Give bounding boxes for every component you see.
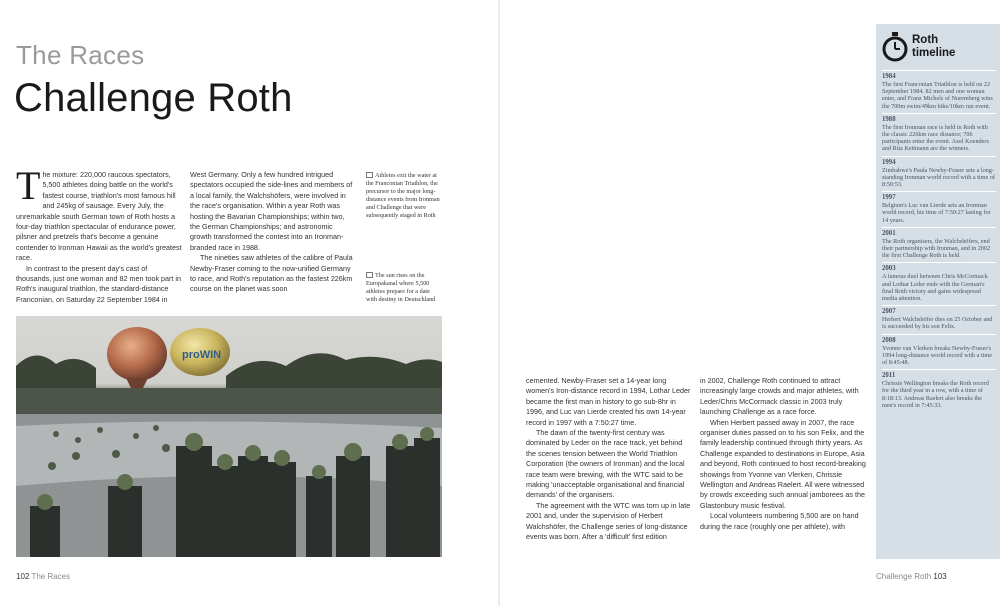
body-paragraph: The mixture: 220,000 raucous spectators, 5,500 athletes doing battle on the world's fastest course, triathlon's most famous hill and 245kg of sausage. Every July, the unremarkable south German town of Roth hosts a four-day triathlon spectacular of endurance power, pilsner and pretzels that's become a genuine contender to Ironman Hawaii as the world's greatest race. (16, 163, 182, 263)
timeline-year: 1994 (882, 158, 896, 166)
body-paragraph: Local volunteers numbering 5,500 are on hand during the race (roughly one per athlete), with (700, 511, 859, 531)
balloon-logo: proWIN (182, 349, 222, 361)
timeline-year: 1997 (882, 194, 896, 202)
timeline-year: 2007 (882, 308, 896, 316)
timeline-entry (882, 262, 996, 302)
body-paragraph: cemented. Newby-Fraser set a 14-year long women's Iron-distance record in 1994, Lothar Leder became the first man in history to go sub-8hr in 1996, and Luc van Lierde created his own 14-year record in 1997 with a 7:50:27 time. (526, 376, 691, 427)
sidebar-title: Roth timeline (912, 34, 956, 59)
timeline-text: The Roth organisers, the Walchshöfers, end their partnership with Ironman, and in 2002 the first Challenge Roth is held. (882, 237, 991, 260)
body-column-1 (16, 163, 184, 305)
page-number: 102 (16, 572, 30, 581)
folio-section: The Races (31, 572, 71, 581)
timeline-sidebar (876, 24, 1000, 559)
photo-caption: The sun rises on the Europakanal where 5,500 athletes prepare for a date with destiny in Deutschland (366, 272, 436, 303)
caption-arrow-icon (366, 172, 373, 178)
stopwatch-icon (882, 32, 908, 62)
body-paragraph: in 2002, Challenge Roth continued to attract increasingly large crowds and major athletes, with Leder/Chris McCormack classic in 2003 truly launching Challenge as a race force. (700, 376, 859, 417)
timeline-entry (882, 305, 996, 330)
timeline-text: A famous duel between Chris McCormack and Lothar Leder ends with the German's final Roth victory and gains widespread media attention. (882, 273, 988, 303)
body-paragraph: When Herbert passed away in 2007, the race organiser duties passed on to his son Felix, and the family leadership continued through thirty years. As Challenge expanded to destinations in Europe, Asia and beyond, Roth continued to host record-breaking showings from Yvonne van Vlerken, Chrissie Wellington and Andreas Raelert. All were witnessed by crowds exceeding such annual jamborees as the Glastonbury music festival. (700, 417, 866, 510)
page-title: Challenge Roth (14, 76, 293, 120)
drop-cap: T (16, 163, 41, 208)
folio-section: Challenge Roth (876, 572, 932, 581)
body-paragraph: The nineties saw athletes of the calibre of Paula Newby-Fraser coming to the now-unified Germany to race, and Roth's reputation as the fastest 226km course on the planet was soon (190, 253, 353, 294)
timeline-text: Belgium's Luc van Lierde sets an Ironman world record, his time of 7:50:27 lasting for 14 years. (882, 202, 991, 224)
lake-scene (16, 316, 442, 557)
body-paragraph: The agreement with the WTC was torn up in late 2001 and, under the supervision of Herbert Walchshöfer, the Challenge series of long-distance events was born. After a 'difficult' first edition (526, 500, 691, 542)
timeline-entry (882, 369, 996, 409)
timeline-text: Herbert Walchshöfer dies on 25 October and is succeeded by his son Felix. (882, 316, 993, 331)
timeline-year: 2008 (882, 336, 896, 344)
timeline-text: Yvonne van Vlerken breaks Newby-Fraser's 1994 long-distance world record with a time of 8:45:48. (882, 344, 992, 367)
timeline-entry (882, 70, 996, 110)
hot-air-balloon (107, 327, 167, 381)
timeline-entry (882, 227, 996, 260)
timeline-year: 2011 (882, 372, 896, 380)
timeline-list (882, 70, 996, 412)
lake-start-photo (16, 316, 442, 557)
timeline-year: 2003 (882, 265, 896, 273)
body-paragraph: West Germany. Only a few hundred intrigued spectators occupied the side-lines and members of a local family, the Walchshöfers, were involved in the race's organisation. Within a year Roth was hosting the Bavarian Championships; within two, the German Championships; and astronomic growth transformed the contest into an Ironman-branded race in 1988. (190, 170, 353, 252)
body-paragraph: The dawn of the twenty-first century was dominated by Leder on the race track, yet behind the scenes tension between the World Triathlon Corporation (the owners of Ironman) and the local race team were brewing, with the WTC said to be making 'unacceptable organisational and financial demands' of the organisers. (526, 428, 685, 500)
page-number: 103 (933, 572, 947, 581)
timeline-year: 1984 (882, 73, 896, 80)
right-folio (876, 572, 947, 581)
timeline-text: The first Ironman race is held in Roth with the classic 226km race distance; 706 participants enter the event. Axel Koenders and Rita Keitmann are the winners. (882, 123, 989, 153)
timeline-entry (882, 113, 996, 153)
timeline-text: Chrissie Wellington breaks the Roth record for the third year in a row, with a time of 8:18:13. Andreas Raelert also breaks the men's record in 7:45:33. (882, 380, 989, 409)
left-folio (16, 572, 70, 581)
body-paragraph: In contrast to the present day's cast of thousands, just one woman and 82 men took part in Roth's inaugural triathlon, the standard-distance Franconian, on Saturday 22 September 1984 in (16, 263, 182, 304)
body-column-2 (190, 170, 356, 295)
timeline-entry (882, 156, 996, 189)
timeline-text: Zimbabwe's Paula Newby-Fraser sets a long-standing Ironman world record with a time of 8:50:53. (882, 166, 995, 189)
photo-caption: Athletes exit the water at the Franconian Triathlon, the precursor to the major long-distance events from Ironman and Challenge that were subsequently staged in Roth (366, 172, 440, 219)
timeline-year: 2001 (882, 229, 896, 237)
timeline-entry (882, 334, 996, 367)
far-shore (16, 388, 442, 414)
caption-arrow-icon (366, 272, 373, 278)
section-kicker: The Races (16, 40, 145, 70)
body-column-3 (526, 376, 694, 543)
timeline-entry (882, 191, 996, 224)
body-column-4 (700, 376, 866, 532)
timeline-text: The first Franconian Triathlon is held on 22 September 1984. 82 men and one woman enter, and Franz Michels of Nuremberg wins the 700m swim/49km bike/10km run event. (882, 81, 993, 110)
timeline-year: 1988 (882, 115, 896, 123)
